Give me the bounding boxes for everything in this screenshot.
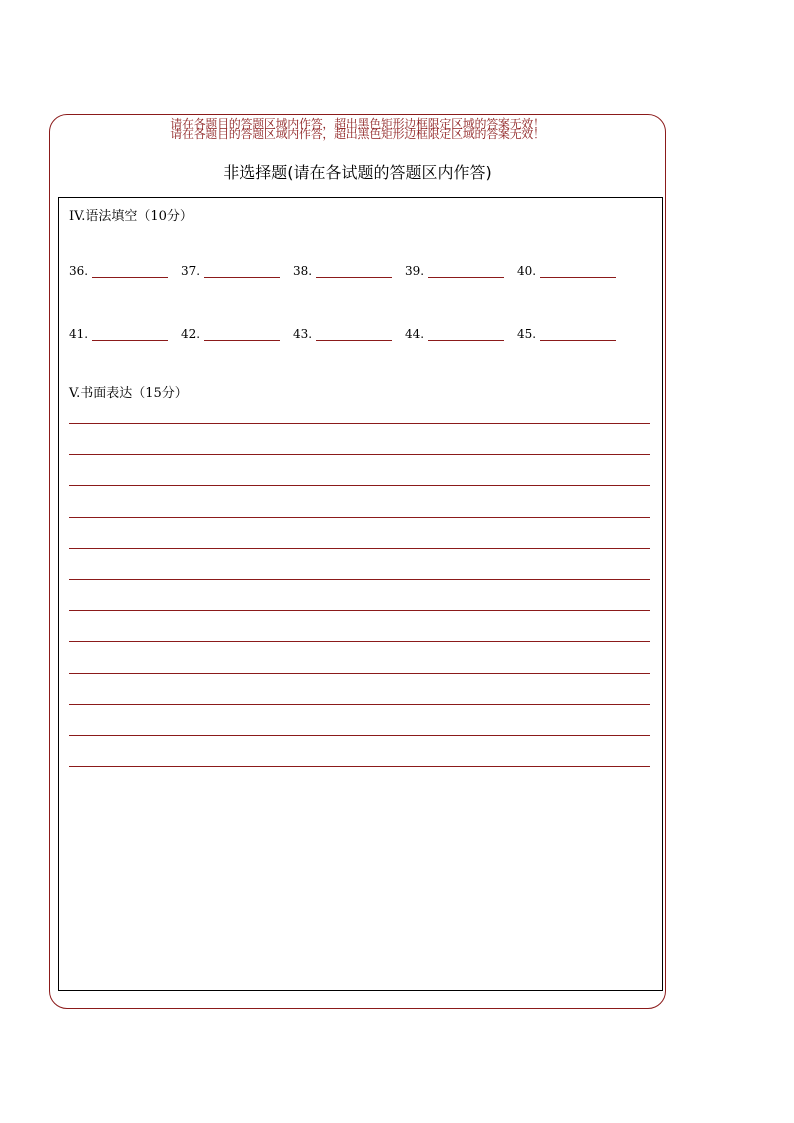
- blank-number: 39.: [405, 264, 425, 278]
- blank-40[interactable]: [517, 264, 616, 278]
- answer-underline[interactable]: [204, 328, 280, 341]
- writing-line[interactable]: [69, 766, 650, 767]
- section-title: 非选择题(请在各试题的答题区内作答): [223, 163, 492, 182]
- answer-underline[interactable]: [428, 265, 504, 278]
- blank-number: 45.: [517, 327, 537, 341]
- writing-heading: V.书面表达（15分）: [69, 386, 188, 401]
- writing-line[interactable]: [69, 641, 650, 642]
- writing-line[interactable]: [69, 548, 650, 549]
- writing-line[interactable]: [69, 423, 650, 424]
- answer-underline[interactable]: [428, 328, 504, 341]
- blank-36[interactable]: [69, 264, 168, 278]
- answer-underline[interactable]: [540, 265, 616, 278]
- writing-line[interactable]: [69, 454, 650, 455]
- notice-line-1: 请在各题目的答题区域内作答，超出黑色矩形边框限定区域的答案无效！: [170, 117, 545, 131]
- answer-underline[interactable]: [316, 328, 392, 341]
- blank-41[interactable]: [69, 327, 168, 341]
- notice-line-2: 请在各题目的答题区域内作答，超出黑色矩形边框限定区域的答案无效！: [170, 127, 545, 141]
- writing-line[interactable]: [69, 517, 650, 518]
- answer-underline[interactable]: [316, 265, 392, 278]
- blank-number: 43.: [293, 327, 313, 341]
- answer-underline[interactable]: [540, 328, 616, 341]
- blank-39[interactable]: [405, 264, 504, 278]
- writing-line[interactable]: [69, 579, 650, 580]
- answer-underline[interactable]: [92, 328, 168, 341]
- writing-line[interactable]: [69, 673, 650, 674]
- answer-underline[interactable]: [204, 265, 280, 278]
- blank-number: 44.: [405, 327, 425, 341]
- blank-number: 42.: [181, 327, 201, 341]
- grammar-heading: IV.语法填空（10分）: [69, 209, 193, 224]
- blank-45[interactable]: [517, 327, 616, 341]
- blank-44[interactable]: [405, 327, 504, 341]
- blank-number: 38.: [293, 264, 313, 278]
- writing-line[interactable]: [69, 735, 650, 736]
- writing-line[interactable]: [69, 485, 650, 486]
- blank-number: 37.: [181, 264, 201, 278]
- answer-underline[interactable]: [92, 265, 168, 278]
- blank-number: 41.: [69, 327, 89, 341]
- blank-number: 40.: [517, 264, 537, 278]
- writing-line[interactable]: [69, 704, 650, 705]
- blank-42[interactable]: [181, 327, 280, 341]
- answer-area: [58, 197, 663, 991]
- writing-line[interactable]: [69, 610, 650, 611]
- blank-number: 36.: [69, 264, 89, 278]
- blank-37[interactable]: [181, 264, 280, 278]
- blank-38[interactable]: [293, 264, 392, 278]
- blank-43[interactable]: [293, 327, 392, 341]
